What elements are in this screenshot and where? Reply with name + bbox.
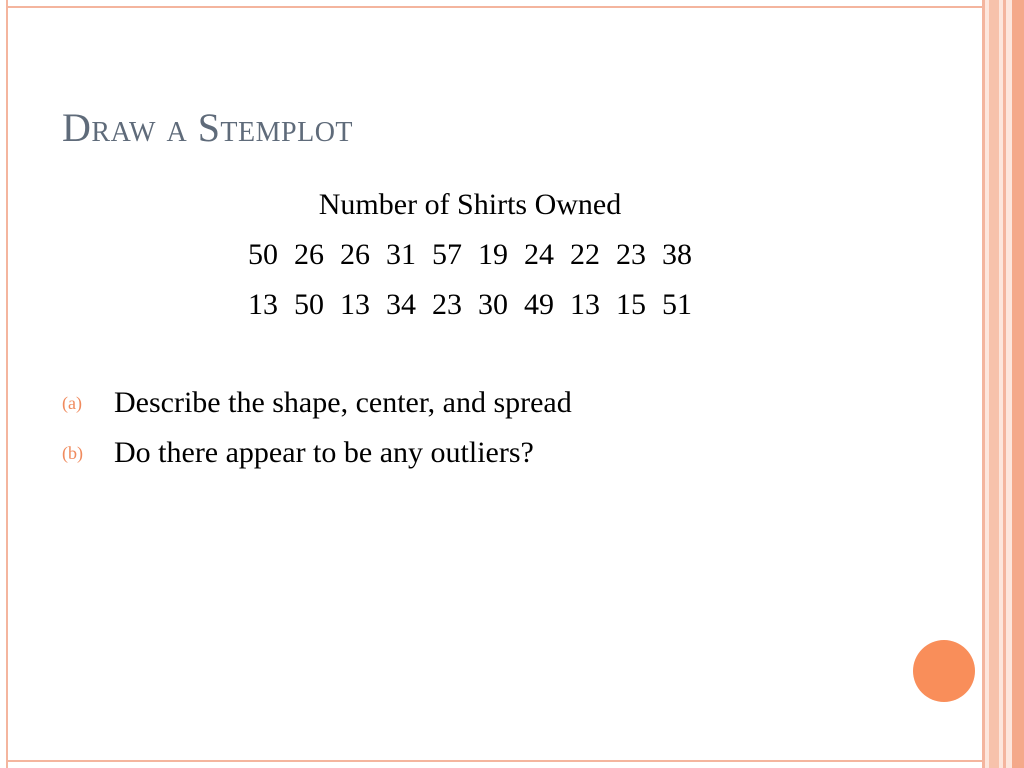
data-value: 23: [432, 288, 462, 321]
data-value: 38: [662, 238, 692, 271]
data-value: 31: [386, 238, 416, 271]
frame-top-line: [6, 6, 984, 8]
data-value: 50: [248, 238, 278, 271]
data-value: 15: [616, 288, 646, 321]
decorative-stripe: [1012, 0, 1024, 768]
question-marker: (a): [62, 392, 82, 413]
data-value: 13: [340, 288, 370, 321]
question-text: Describe the shape, center, and spread: [114, 386, 572, 419]
question-marker: (b): [62, 442, 83, 463]
decorative-circle: [913, 640, 975, 702]
data-value: 49: [524, 288, 554, 321]
decorative-stripe: [989, 0, 999, 768]
question-a: [62, 386, 572, 420]
data-value: 50: [294, 288, 324, 321]
data-value: 13: [248, 288, 278, 321]
data-value: 30: [478, 288, 508, 321]
data-row-2: [170, 288, 770, 322]
data-row-1: [170, 238, 770, 272]
data-value: 26: [294, 238, 324, 271]
data-value: 22: [570, 238, 600, 271]
data-value: 13: [570, 288, 600, 321]
data-value: 34: [386, 288, 416, 321]
data-value: 23: [616, 238, 646, 271]
data-value: 24: [524, 238, 554, 271]
question-b: [62, 436, 534, 470]
frame-left-line: [6, 0, 8, 768]
data-value: 19: [478, 238, 508, 271]
data-value: 51: [662, 288, 692, 321]
data-value: 57: [432, 238, 462, 271]
question-text: Do there appear to be any outliers?: [114, 436, 534, 469]
data-heading: Number of Shirts Owned: [318, 188, 622, 221]
data-value: 26: [340, 238, 370, 271]
frame-bottom-line: [6, 760, 984, 762]
slide-title: Draw a Stemplot: [62, 105, 354, 150]
